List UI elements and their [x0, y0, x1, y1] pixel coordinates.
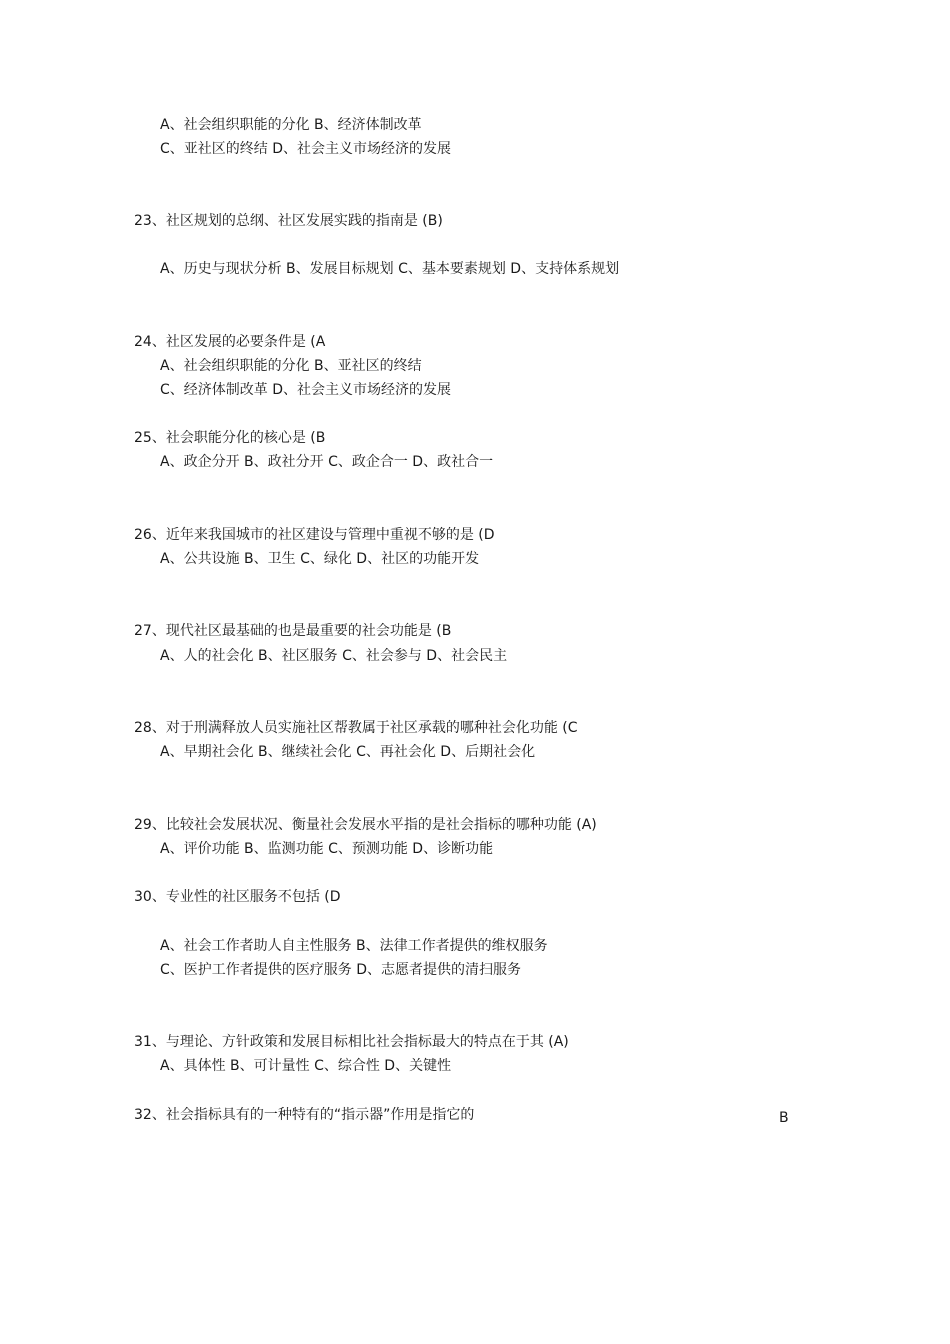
question-24: 24、社区发展的必要条件是 (A — [134, 334, 326, 350]
option-line: A、评价功能 B、监测功能 C、预测功能 D、诊断功能 — [160, 841, 494, 857]
question-25: 25、社会职能分化的核心是 (B — [134, 430, 326, 446]
option-line: A、公共设施 B、卫生 C、绿化 D、社区的功能开发 — [160, 551, 480, 567]
option-line: C、医护工作者提供的医疗服务 D、志愿者提供的清扫服务 — [160, 962, 522, 978]
option-line: C、经济体制改革 D、社会主义市场经济的发展 — [160, 382, 452, 398]
option-line: A、社会组织职能的分化 B、经济体制改革 — [160, 117, 422, 133]
question-31: 31、与理论、方针政策和发展目标相比社会指标最大的特点在于其 (A) — [134, 1034, 569, 1050]
question-26: 26、近年来我国城市的社区建设与管理中重视不够的是 (D — [134, 527, 495, 543]
option-line: A、具体性 B、可计量性 C、综合性 D、关键性 — [160, 1058, 452, 1074]
option-line: A、社会工作者助人自主性服务 B、法律工作者提供的维权服务 — [160, 938, 548, 954]
answer-letter: B — [779, 1110, 789, 1126]
question-27: 27、现代社区最基础的也是最重要的社会功能是 (B — [134, 623, 452, 639]
question-32: 32、社会指标具有的一种特有的“指示器”作用是指它的 — [134, 1107, 475, 1123]
question-23: 23、社区规划的总纲、社区发展实践的指南是 (B) — [134, 213, 443, 229]
option-line: A、社会组织职能的分化 B、亚社区的终结 — [160, 358, 422, 374]
option-line: C、亚社区的终结 D、社会主义市场经济的发展 — [160, 141, 452, 157]
question-28: 28、对于刑满释放人员实施社区帮教属于社区承载的哪种社会化功能 (C — [134, 720, 578, 736]
option-line: A、早期社会化 B、继续社会化 C、再社会化 D、后期社会化 — [160, 744, 536, 760]
question-30: 30、专业性的社区服务不包括 (D — [134, 889, 341, 905]
option-line: A、政企分开 B、政社分开 C、政企合一 D、政社合一 — [160, 454, 494, 470]
option-line: A、历史与现状分析 B、发展目标规划 C、基本要素规划 D、支持体系规划 — [160, 261, 620, 277]
question-29: 29、比较社会发展状况、衡量社会发展水平指的是社会指标的哪种功能 (A) — [134, 817, 597, 833]
option-line: A、人的社会化 B、社区服务 C、社会参与 D、社会民主 — [160, 648, 508, 664]
